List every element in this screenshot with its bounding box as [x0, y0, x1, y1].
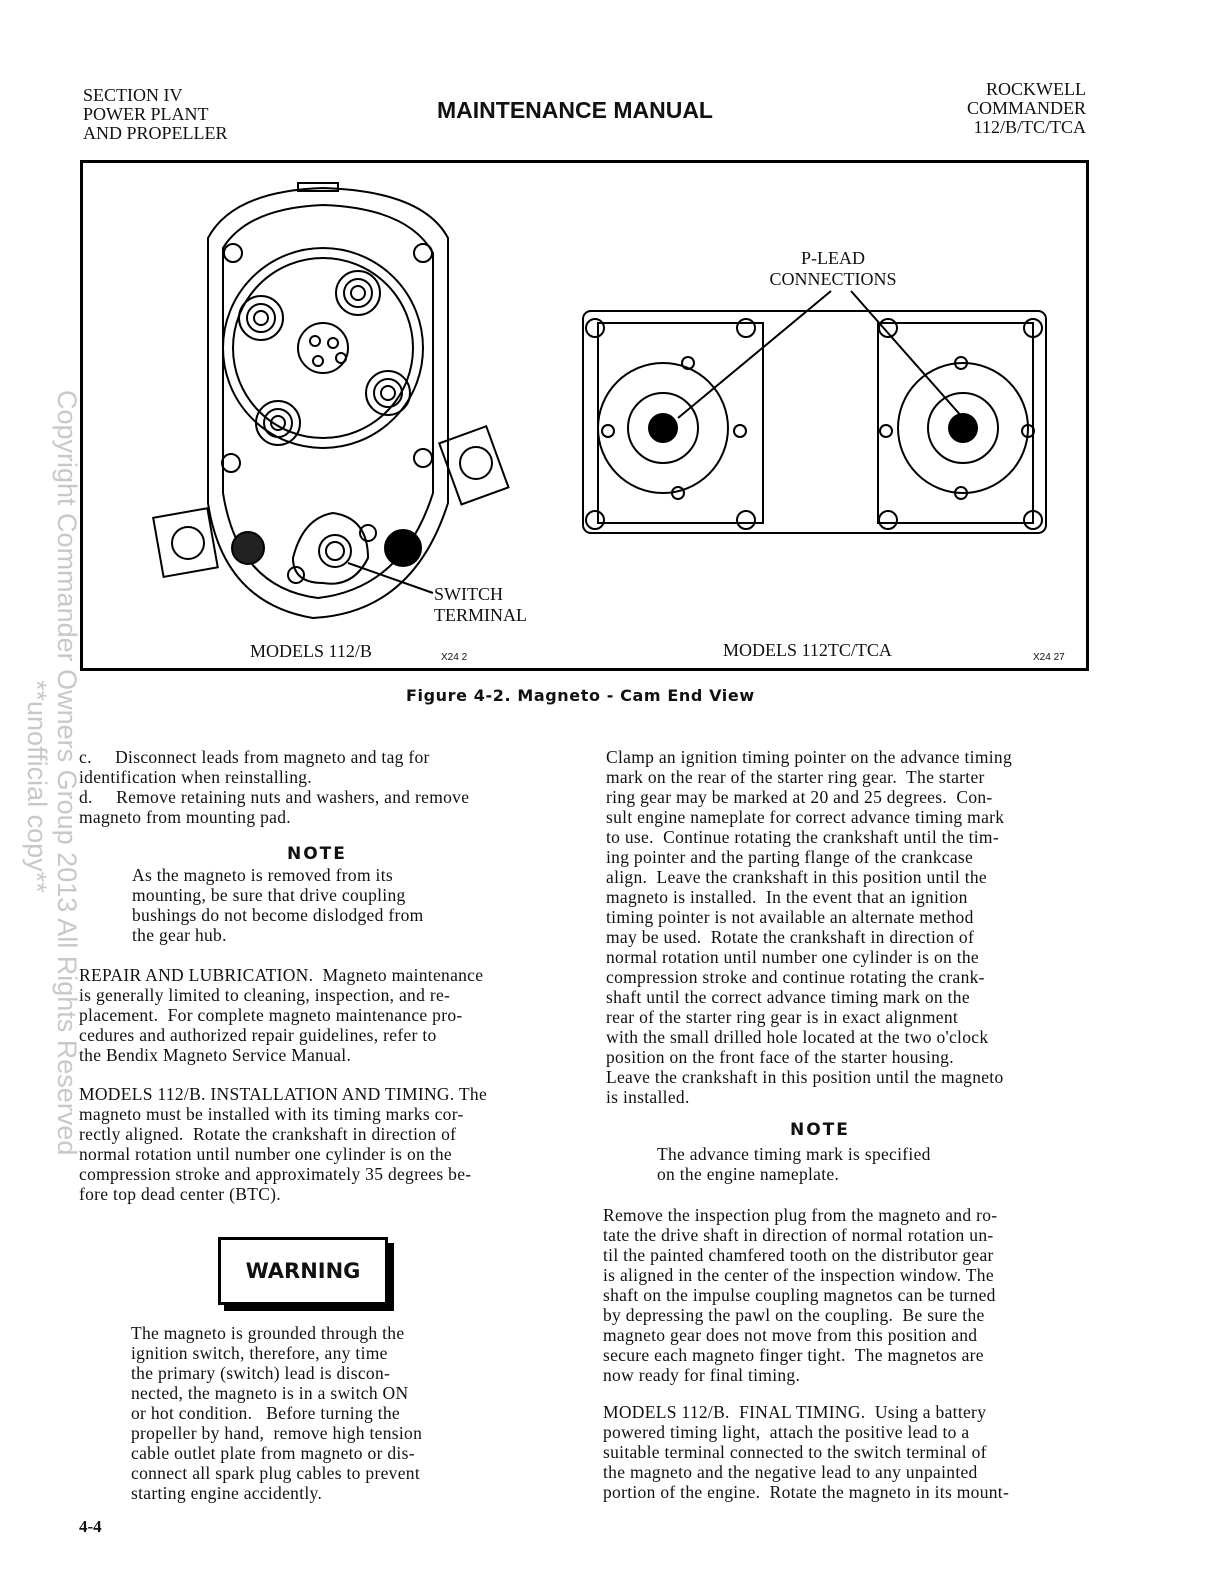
- text-line: is installed.: [606, 1087, 690, 1107]
- text-line: timing pointer is not available an alternate method: [606, 907, 974, 927]
- figure-caption: Figure 4-2. Magneto - Cam End View: [406, 686, 755, 705]
- warning-badge: WARNING: [218, 1237, 388, 1305]
- text-line: fore top dead center (BTC).: [79, 1184, 281, 1204]
- switch-terminal-label: SWITCH TERMINAL: [434, 584, 527, 625]
- text-line: the primary (switch) lead is discon-: [131, 1363, 391, 1383]
- text-line: ing pointer and the parting flange of the crankcase: [606, 847, 974, 867]
- text-line: on the engine nameplate.: [657, 1164, 840, 1184]
- text-line: portion of the engine. Rotate the magneto in its mount-: [603, 1482, 1010, 1502]
- text-line: is aligned in the center of the inspection window. The: [603, 1265, 994, 1285]
- note-label: NOTE: [790, 1120, 850, 1140]
- text-line: to use. Continue rotating the crankshaft until the tim-: [606, 827, 999, 847]
- manufacturer: ROCKWELL: [986, 79, 1086, 99]
- text-line: or hot condition. Before turning the: [131, 1403, 400, 1423]
- text-line: normal rotation until number one cylinder is on the: [606, 947, 979, 967]
- text-line: position on the front face of the starter housing.: [606, 1047, 954, 1067]
- model-header: [967, 80, 1086, 137]
- text-line: nected, the magneto is in a switch ON: [131, 1383, 409, 1403]
- text-line: sult engine nameplate for correct advance timing mark: [606, 807, 1005, 827]
- repair-paragraph: [79, 965, 483, 1065]
- installation-paragraph: [79, 1084, 487, 1204]
- text-line: The advance timing mark is specified: [657, 1144, 931, 1164]
- text-line: til the painted chamfered tooth on the distributor gear: [603, 1245, 994, 1265]
- text-line: suitable terminal connected to the switch terminal of: [603, 1442, 987, 1462]
- text-line: the magneto and the negative lead to any unpainted: [603, 1462, 978, 1482]
- models-112tc-label: MODELS 112TC/TCA: [723, 640, 892, 660]
- text-line: Leave the crankshaft in this position until the magneto: [606, 1067, 1004, 1087]
- text-line: now ready for final timing.: [603, 1365, 801, 1385]
- text-line: magneto is installed. In the event that an ignition: [606, 887, 968, 907]
- figure-code: X24 2: [441, 652, 468, 663]
- text-line: compression stroke and approximately 35 degrees be-: [79, 1164, 472, 1184]
- magneto-112tc-drawing: [583, 291, 1046, 533]
- text-line: bushings do not become dislodged from: [132, 905, 424, 925]
- models-112b-label: MODELS 112/B: [250, 641, 372, 661]
- note-label: NOTE: [287, 844, 347, 864]
- removal-steps: [79, 747, 469, 827]
- text-line: compression stroke and continue rotating the crank-: [606, 967, 985, 987]
- section-subtitle: AND PROPELLER: [83, 123, 228, 143]
- text-line: connect all spark plug cables to prevent: [131, 1463, 420, 1483]
- note-text: [657, 1144, 931, 1184]
- note-text: [132, 865, 424, 945]
- text-line: the Bendix Magneto Service Manual.: [79, 1045, 352, 1065]
- figure-code: X24 27: [1033, 652, 1065, 663]
- final-timing-paragraph: [603, 1402, 1009, 1502]
- figure-frame: [80, 160, 1089, 671]
- text-line: REPAIR AND LUBRICATION. Magneto maintenance: [79, 965, 484, 985]
- timing-paragraph: [606, 747, 1012, 1107]
- magneto-illustration: [83, 163, 1086, 668]
- text-line: placement. For complete magneto maintenance pro-: [79, 1005, 463, 1025]
- text-line: The magneto is grounded through the: [131, 1323, 405, 1343]
- text-line: rear of the starter ring gear is in exact alignment: [606, 1007, 959, 1027]
- inspection-paragraph: [603, 1205, 997, 1385]
- text-line: identification when reinstalling.: [79, 767, 312, 787]
- text-line: powered timing light, attach the positive lead to a: [603, 1422, 970, 1442]
- text-line: shaft on the impulse coupling magnetos can be turned: [603, 1285, 996, 1305]
- text-line: ring gear may be marked at 20 and 25 degrees. Con-: [606, 787, 993, 807]
- watermark-unofficial: **unofficial copy**: [22, 680, 52, 893]
- text-line: MODELS 112/B. FINAL TIMING. Using a battery: [603, 1402, 987, 1422]
- text-line: mark on the rear of the starter ring gear. The starter: [606, 767, 985, 787]
- text-line: tate the drive shaft in direction of normal rotation un-: [603, 1225, 994, 1245]
- text-line: MODELS 112/B. INSTALLATION AND TIMING. The: [79, 1084, 488, 1104]
- text-line: by depressing the pawl on the coupling. Be sure the: [603, 1305, 985, 1325]
- text-line: Clamp an ignition timing pointer on the advance timing: [606, 747, 1012, 767]
- model-numbers: 112/B/TC/TCA: [973, 117, 1086, 137]
- text-line: propeller by hand, remove high tension: [131, 1423, 423, 1443]
- watermark-copyright: Copyright Commander Owners Group 2013 All Rights Reserved: [52, 390, 82, 1156]
- aircraft-name: COMMANDER: [966, 98, 1086, 118]
- text-line: secure each magneto finger tight. The magnetos are: [603, 1345, 984, 1365]
- text-line: with the small drilled hole located at the two o'clock: [606, 1027, 989, 1047]
- text-line: normal rotation until number one cylinder is on the: [79, 1144, 452, 1164]
- warning-text: [131, 1323, 422, 1503]
- text-line: align. Leave the crankshaft in this position until the: [606, 867, 988, 887]
- page-title: MAINTENANCE MANUAL: [437, 97, 713, 123]
- text-line: d. Remove retaining nuts and washers, and remove: [79, 787, 470, 807]
- section-label: SECTION IV: [83, 85, 183, 105]
- section-header: [83, 86, 228, 143]
- text-line: may be used. Rotate the crankshaft in direction of: [606, 927, 975, 947]
- page-number: 4-4: [79, 1517, 102, 1536]
- text-line: the gear hub.: [132, 925, 227, 945]
- text-line: is generally limited to cleaning, inspection, and re-: [79, 985, 451, 1005]
- text-line: c. Disconnect leads from magneto and tag for: [79, 747, 430, 767]
- text-line: magneto from mounting pad.: [79, 807, 291, 827]
- text-line: ignition switch, therefore, any time: [131, 1343, 388, 1363]
- text-line: shaft until the correct advance timing mark on the: [606, 987, 970, 1007]
- text-line: cable outlet plate from magneto or dis-: [131, 1443, 415, 1463]
- text-line: rectly aligned. Rotate the crankshaft in direction of: [79, 1124, 457, 1144]
- text-line: As the magneto is removed from its: [132, 865, 393, 885]
- text-line: magneto gear does not move from this position and: [603, 1325, 978, 1345]
- section-subtitle: POWER PLANT: [83, 104, 209, 124]
- text-line: Remove the inspection plug from the magneto and ro-: [603, 1205, 998, 1225]
- text-line: magneto must be installed with its timing marks cor-: [79, 1104, 464, 1124]
- magneto-112b-drawing: [153, 183, 508, 618]
- text-line: starting engine accidently.: [131, 1483, 323, 1503]
- text-line: mounting, be sure that drive coupling: [132, 885, 406, 905]
- p-lead-label: P-LEAD CONNECTIONS: [769, 248, 897, 289]
- text-line: cedures and authorized repair guidelines, refer to: [79, 1025, 437, 1045]
